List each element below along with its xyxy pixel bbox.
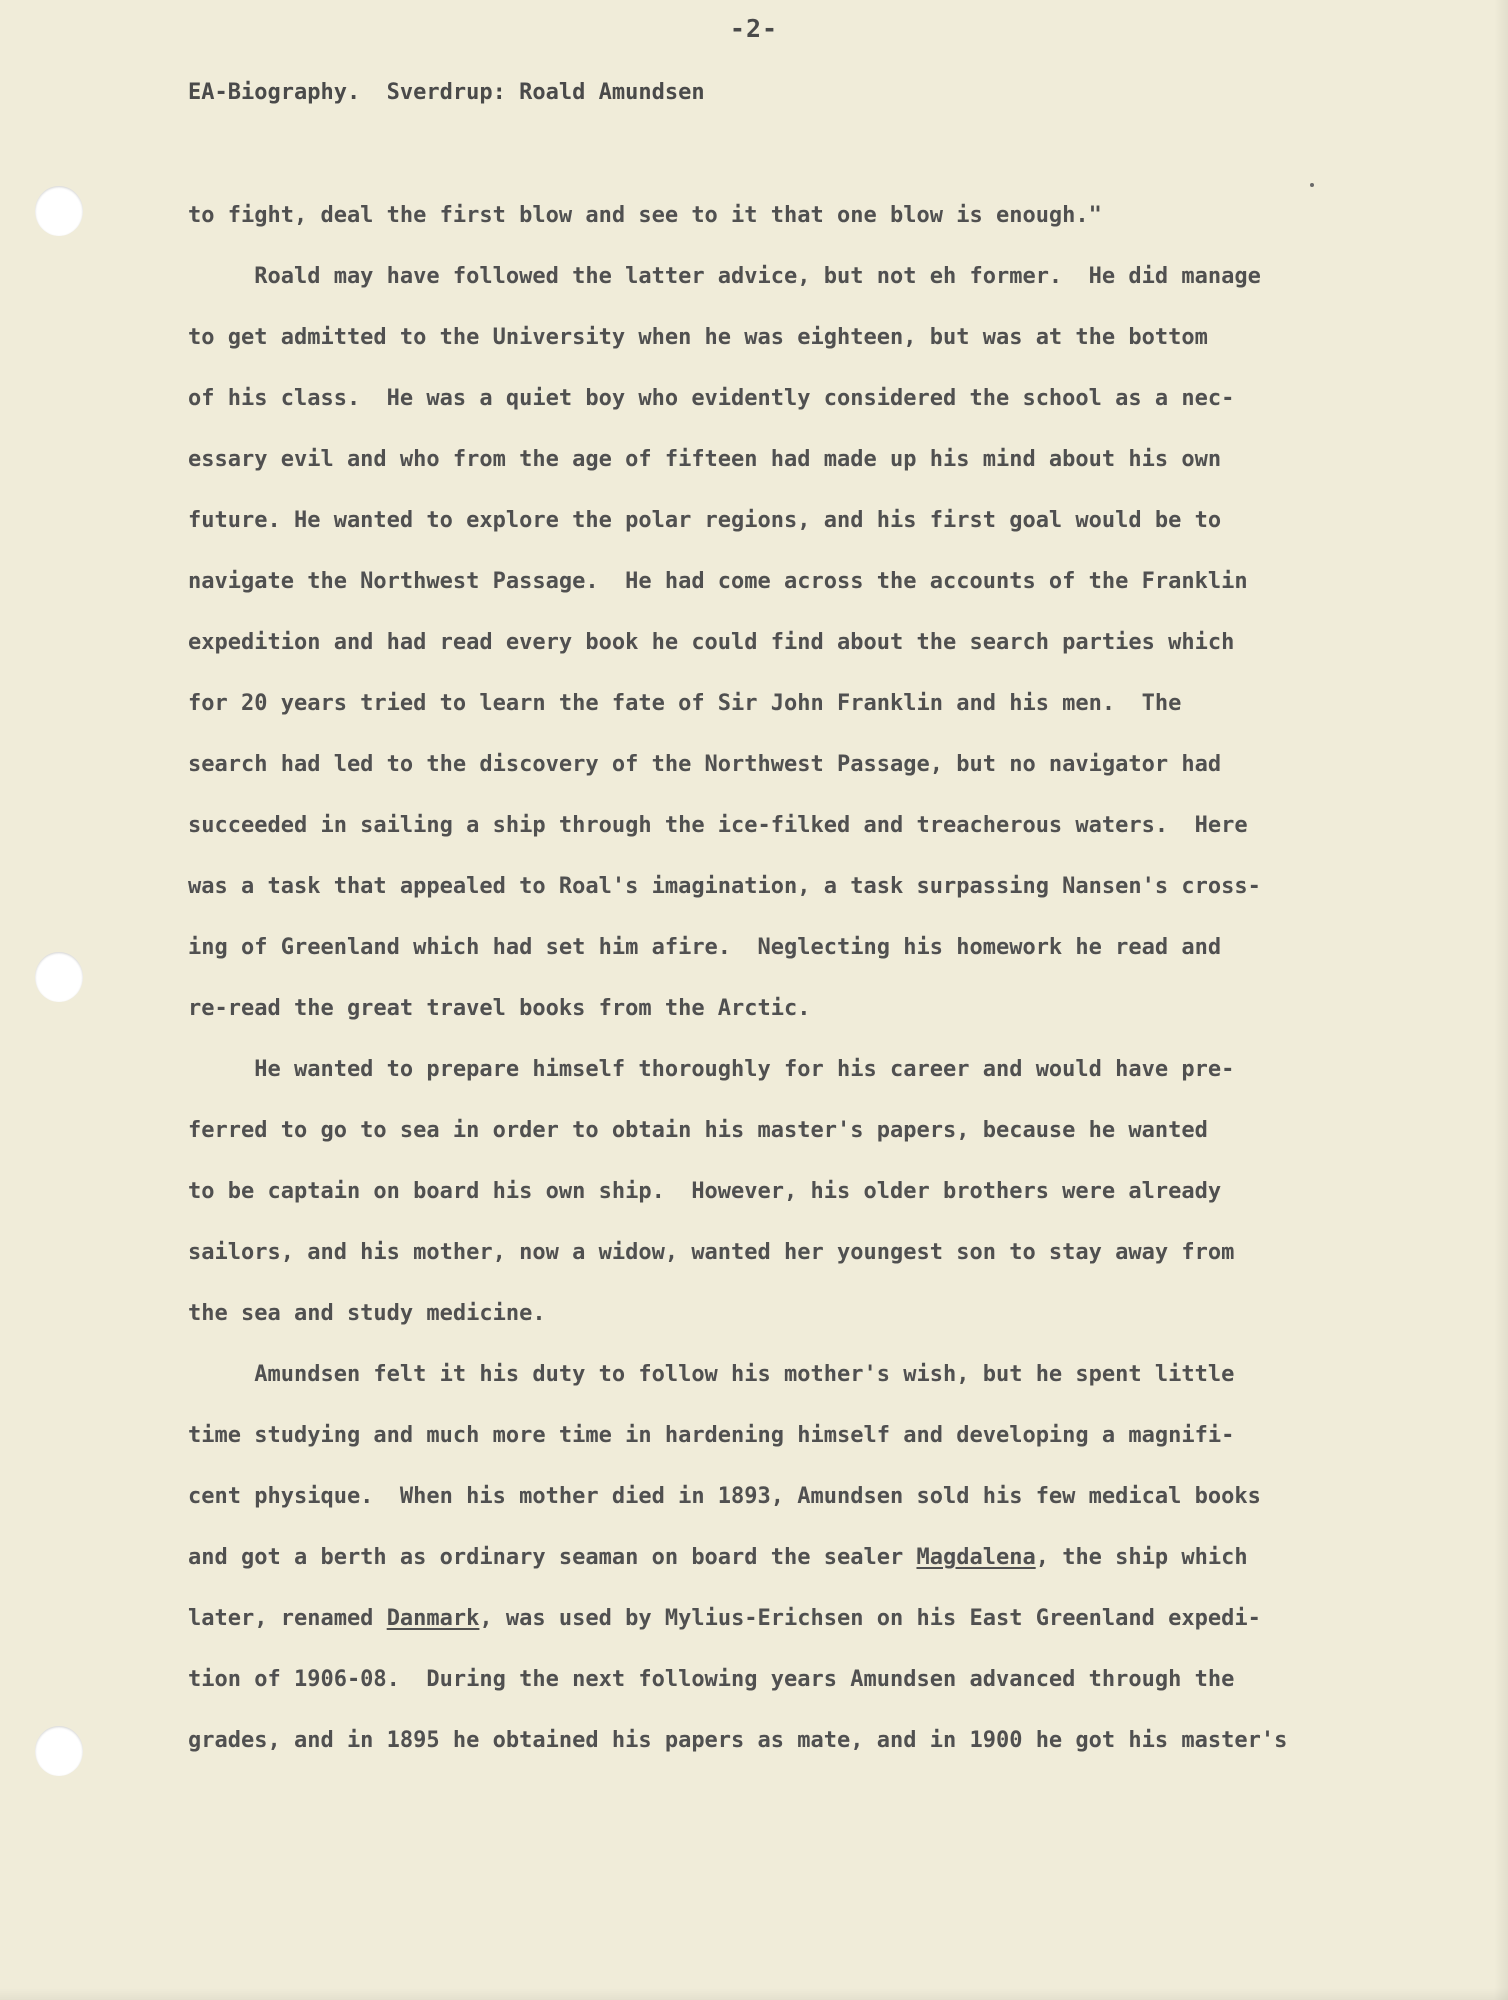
text-line: time studying and much more time in hardening himself and developing a magnifi- — [188, 1423, 1235, 1448]
ship-name-magdalena: Magdalena — [916, 1545, 1036, 1570]
text-line: the sea and study medicine. — [188, 1301, 546, 1326]
text-line: sailors, and his mother, now a widow, wanted her youngest son to stay away from — [188, 1240, 1235, 1265]
text-line: to fight, deal the first blow and see to it that one blow is enough." — [188, 203, 1102, 228]
text-line-danmark — [188, 1597, 1438, 1658]
text-segment: , was used by Mylius-Erichsen on his East Greenland expedi- — [479, 1606, 1261, 1631]
text-line: search had led to the discovery of the Northwest Passage, but no navigator had — [188, 752, 1222, 777]
text-line: He wanted to prepare himself thoroughly for his career and would have pre- — [188, 1057, 1235, 1082]
running-header: EA-Biography. Sverdrup: Roald Amundsen — [188, 80, 705, 105]
body-text — [188, 194, 1438, 1780]
text-line-magdalena — [188, 1536, 1438, 1597]
text-line: to be captain on board his own ship. However, his older brothers were already — [188, 1179, 1222, 1204]
text-line: to get admitted to the University when he was eighteen, but was at the bottom — [188, 325, 1208, 350]
text-line: of his class. He was a quiet boy who evidently considered the school as a nec- — [188, 386, 1235, 411]
text-line: essary evil and who from the age of fifteen had made up his mind about his own — [188, 447, 1222, 472]
text-segment: and got a berth as ordinary seaman on board the sealer — [188, 1545, 917, 1570]
page-number: -2- — [729, 14, 779, 43]
binder-hole-middle — [35, 952, 83, 1002]
page-edge-shadow — [1494, 0, 1508, 2000]
text-line: Roald may have followed the latter advice, but not eh former. He did manage — [188, 264, 1261, 289]
text-line: future. He wanted to explore the polar regions, and his first goal would be to — [188, 508, 1222, 533]
text-line: tion of 1906-08. During the next following years Amundsen advanced through the — [188, 1667, 1235, 1692]
text-line: Amundsen felt it his duty to follow his mother's wish, but he spent little — [188, 1362, 1235, 1387]
ink-speck — [1310, 183, 1314, 187]
ship-name-danmark: Danmark — [386, 1606, 480, 1631]
text-line: was a task that appealed to Roal's imagination, a task surpassing Nansen's cross- — [188, 874, 1261, 899]
page-bottom-shadow — [0, 1988, 1508, 2000]
text-line: grades, and in 1895 he obtained his papers as mate, and in 1900 he got his master's — [188, 1728, 1288, 1753]
text-line: ing of Greenland which had set him afire. Neglecting his homework he read and — [188, 935, 1222, 960]
text-line: expedition and had read every book he could find about the search parties which — [188, 630, 1235, 655]
text-line: navigate the Northwest Passage. He had come across the accounts of the Franklin — [188, 569, 1248, 594]
text-line: ferred to go to sea in order to obtain his master's papers, because he wanted — [188, 1118, 1208, 1143]
binder-hole-bottom — [35, 1726, 83, 1776]
text-line: for 20 years tried to learn the fate of Sir John Franklin and his men. The — [188, 691, 1182, 716]
binder-hole-top — [35, 186, 83, 236]
text-line: succeeded in sailing a ship through the ice-filked and treacherous waters. Here — [188, 813, 1248, 838]
text-segment: later, renamed — [188, 1606, 387, 1631]
text-segment: , the ship which — [1035, 1545, 1248, 1570]
text-line: cent physique. When his mother died in 1893, Amundsen sold his few medical books — [188, 1484, 1261, 1509]
text-line: re-read the great travel books from the Arctic. — [188, 996, 811, 1021]
